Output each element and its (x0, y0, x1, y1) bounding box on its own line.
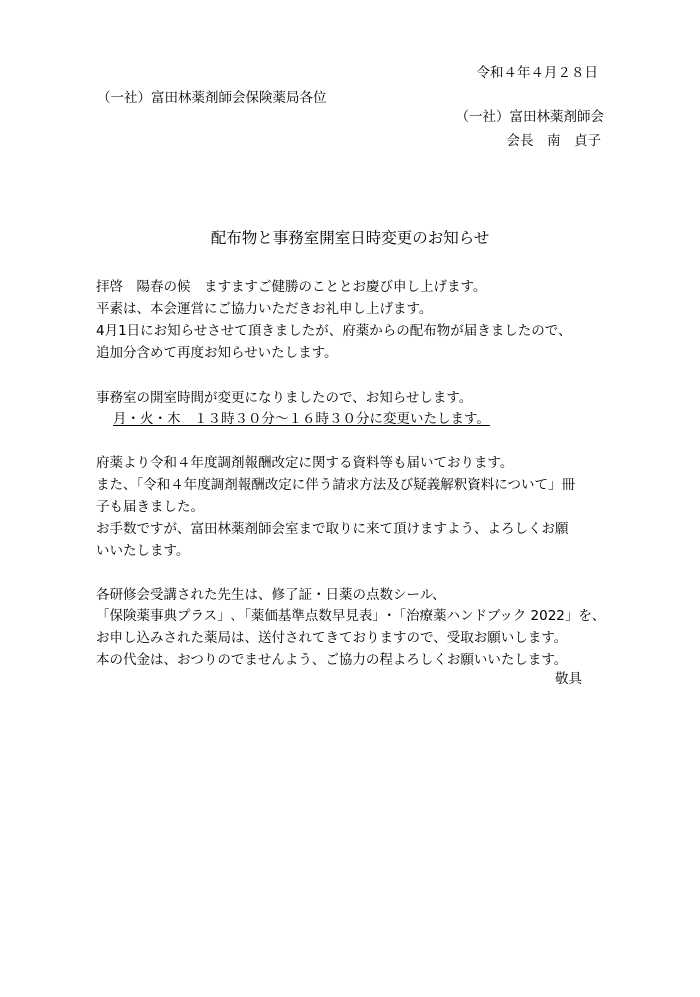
materials-line: お手数ですが、富田林薬剤師会室まで取りに来て頂けますよう、よろしくお願 (96, 521, 569, 537)
sender-organization: （一社）富田林薬剤師会 (455, 109, 604, 125)
office-hours-intro: 事務室の開室時間が変更になりましたので、お知らせします。 (96, 390, 473, 406)
office-hours-schedule: 月・火・木 １３時３０分～１６時３０分に変更いたします。 (113, 411, 490, 427)
greeting-line: 拝啓 陽春の候 ますますご健勝のこととお慶び申し上げます。 (96, 279, 487, 295)
materials-line: 府薬より令和４年度調剤報酬改定に関する資料等も届いております。 (96, 455, 514, 471)
document-title: 配布物と事務室開室日時変更のお知らせ (210, 229, 490, 247)
letter-date: 令和４年４月２８日 (476, 65, 598, 81)
materials-line: また、「令和４年度調剤報酬改定に伴う請求方法及び疑義解釈資料について」冊 (96, 477, 575, 493)
closing-word: 敬具 (555, 671, 582, 687)
seminar-line: 各研修会受講された先生は、修了証・日薬の点数シール、 (96, 587, 446, 603)
materials-line: 子も届きました。 (96, 499, 204, 515)
greeting-line: 4月1日にお知らせさせて頂きましたが、府薬からの配布物が届きましたので、 (96, 323, 572, 339)
recipient-line: （一社）富田林薬剤師会保険薬局各位 (97, 90, 327, 106)
seminar-line: お申し込みされた薬局は、送付されてきておりますので、受取お願いします。 (96, 630, 568, 646)
seminar-line: 「保険薬事典プラス」､「薬価基準点数早見表」･「治療薬ハンドブック 2022」を、 (96, 608, 606, 624)
materials-line: いいたします。 (96, 543, 190, 559)
greeting-line: 追加分含めて再度お知らせいたします。 (96, 345, 338, 361)
seminar-line: 本の代金は、おつりのでませんよう、ご協力の程よろしくお願いいたします。 (96, 652, 568, 668)
greeting-line: 平素は、本会運営にご協力いただきお礼申し上げます。 (96, 301, 433, 317)
sender-name: 会長 南 貞子 (506, 133, 601, 149)
